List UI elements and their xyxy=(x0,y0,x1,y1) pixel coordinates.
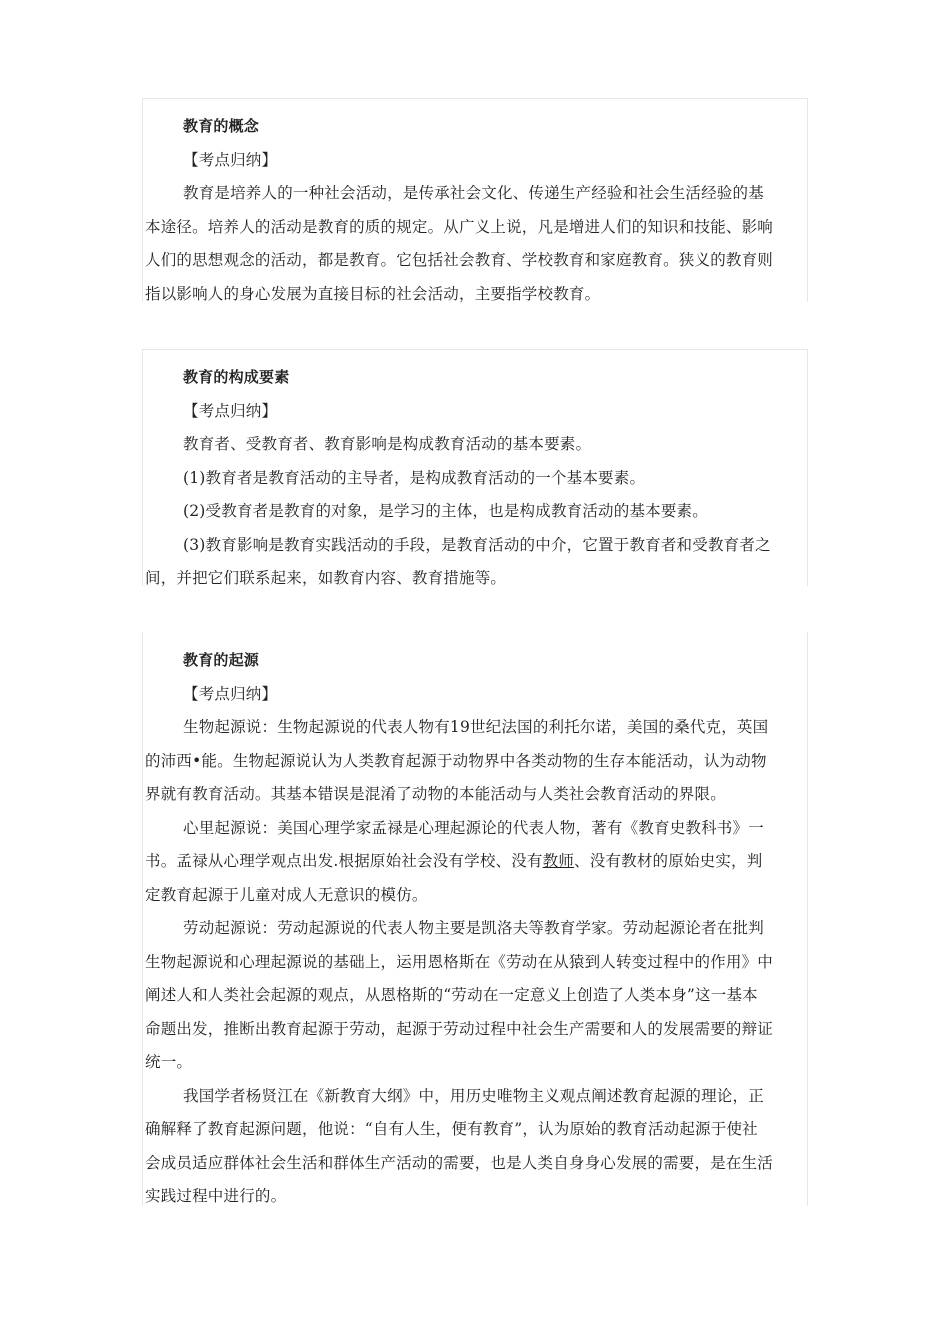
section-tag: 【考点归纳】 xyxy=(183,150,278,169)
paragraph-line: 我国学者杨贤江在《新教育大纲》中，用历史唯物主义观点阐述教育起源的理论，正 xyxy=(183,1086,764,1105)
section-title: 教育的起源 xyxy=(183,651,260,669)
paragraph-line: 心里起源说：美国心理学家孟禄是心理起源论的代表人物，著有《教育史教科书》一 xyxy=(183,818,764,837)
paragraph-line: 统一。 xyxy=(145,1053,193,1071)
paragraph-line: 教育者、受教育者、教育影响是构成教育活动的基本要素。 xyxy=(183,435,592,453)
paragraph-line: 界就有教育活动。其基本错误是混淆了动物的本能活动与人类社会教育活动的界限。 xyxy=(145,785,726,803)
section-title: 教育的构成要素 xyxy=(183,368,290,386)
paragraph-line: 指以影响人的身心发展为直接目标的社会活动，主要指学校教育。 xyxy=(145,284,601,303)
section-education-concept xyxy=(142,98,808,302)
section-tag: 【考点归纳】 xyxy=(183,401,278,420)
paragraph-line: 劳动起源说：劳动起源说的代表人物主要是凯洛夫等教育学家。劳动起源论者在批判 xyxy=(183,919,764,937)
paragraph-line: 间，并把它们联系起来，如教育内容、教育措施等。 xyxy=(145,569,507,587)
paragraph-line: 生物起源说：生物起源说的代表人物有19世纪法国的利托尔诺，美国的桑代克，英国 xyxy=(183,718,769,736)
teacher-link[interactable]: 教师 xyxy=(542,852,575,870)
paragraph-line: 命题出发，推断出教育起源于劳动，起源于劳动过程中社会生产需要和人的发展需要的辩证 xyxy=(145,1019,774,1038)
paragraph-line: 阐述人和人类社会起源的观点，从恩格斯的“劳动在一定意义上创造了人类本身”这一基本 xyxy=(145,986,758,1004)
paragraph-line: 实践过程中进行的。 xyxy=(145,1187,287,1205)
section-education-origin xyxy=(142,632,808,1206)
paragraph-text: 、没有教材的原始史实，判 xyxy=(574,852,763,870)
paragraph-line: (2)受教育者是教育的对象，是学习的主体，也是构成教育活动的基本要素。 xyxy=(183,502,708,520)
paragraph-line: 会成员适应群体社会生活和群体生产活动的需要，也是人类自身身心发展的需要，是在生活 xyxy=(145,1153,774,1172)
paragraph-line: (3)教育影响是教育实践活动的手段，是教育活动的中介，它置于教育者和受教育者之 xyxy=(183,535,771,554)
paragraph-line: 教育是培养人的一种社会活动，是传承社会文化、传递生产经验和社会生活经验的基 xyxy=(183,184,764,202)
paragraph-line: 定教育起源于儿童对成人无意识的模仿。 xyxy=(145,885,428,904)
paragraph-line: 本途径。培养人的活动是教育的质的规定。从广义上说，凡是增进人们的知识和技能、影响 xyxy=(145,217,774,236)
paragraph-line: (1)教育者是教育活动的主导者，是构成教育活动的一个基本要素。 xyxy=(183,468,646,487)
section-education-elements xyxy=(142,349,808,586)
section-title: 教育的概念 xyxy=(183,117,260,135)
section-body xyxy=(145,361,815,596)
section-body xyxy=(145,110,815,311)
paragraph-line: 的沛西•能。生物起源说认为人类教育起源于动物界中各类动物的生存本能活动，认为动物 xyxy=(145,751,767,770)
paragraph-line: 人们的思想观念的活动，都是教育。它包括社会教育、学校教育和家庭教育。狭义的教育则 xyxy=(145,251,774,269)
section-body xyxy=(145,644,815,1214)
paragraph-text: 书。孟禄从心理学观点出发.根据原始社会没有学校、没有 xyxy=(145,852,543,870)
paragraph-line-with-link xyxy=(145,845,815,879)
paragraph-line: 生物起源说和心理起源说的基础上，运用恩格斯在《劳动在从猿到人转变过程中的作用》中 xyxy=(145,952,774,971)
paragraph-line: 确解释了教育起源问题，他说：“自有人生，便有教育”，认为原始的教育活动起源于使社 xyxy=(145,1120,758,1138)
section-tag: 【考点归纳】 xyxy=(183,684,278,703)
